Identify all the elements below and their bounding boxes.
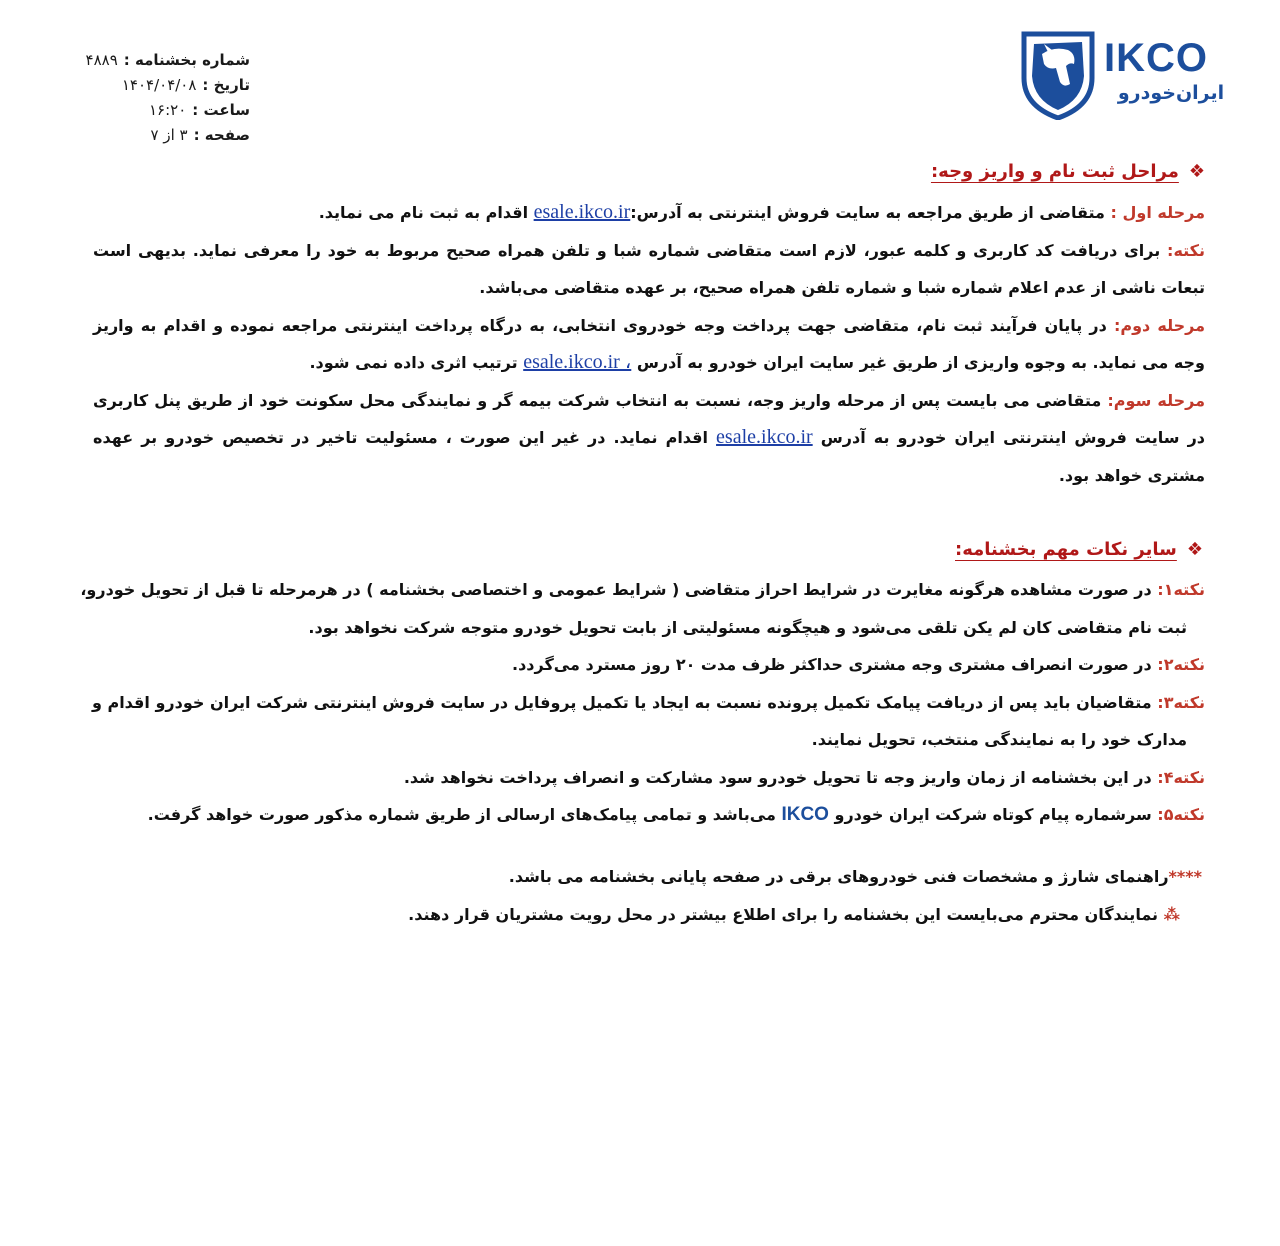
esale-link[interactable]: esale.ikco.ir <box>533 201 631 223</box>
section-heading <box>40 536 1203 562</box>
diamond-bullet-icon: ❖ <box>1186 538 1203 560</box>
step-2-paragraph <box>93 307 1205 382</box>
time-row <box>70 98 250 123</box>
ev-guide-note <box>340 858 1202 896</box>
note-5 <box>43 796 1205 834</box>
note-5-label: نکته۵: <box>1157 805 1205 824</box>
section-body <box>93 194 1205 494</box>
registration-steps-section <box>40 158 1205 494</box>
horse-shield-icon <box>1018 28 1098 120</box>
circular-number-row <box>70 48 250 73</box>
note-paragraph <box>93 232 1205 307</box>
note-2 <box>43 646 1205 684</box>
note-text: برای دریافت کد کاربری و کلمه عبور، لازم است متقاضی شماره شبا و تلفن همراه صحیح مربوط به خود را معرفی نماید. بدیهی است تبعات ناشی از عدم اعلام شماره شبا و شماره تلفن همراه صحیح، بر عهده متقاضی می‌باشد. <box>93 240 1205 297</box>
dealer-note <box>340 896 1202 934</box>
ikco-sender-name: IKCO <box>781 804 829 825</box>
note-5-text-end: می‌باشد و تمامی پیامک‌های ارسالی از طریق شماره مذکور صورت خواهد گرفت. <box>147 805 782 824</box>
ikco-logo <box>1018 28 1225 120</box>
date-value: ۱۴۰۴/۰۴/۰۸ <box>121 76 197 94</box>
ev-guide-text: راهنمای شارژ و مشخصات فنی خودروهای برقی در صفحه پایانی بخشنامه می باشد. <box>508 867 1169 886</box>
note-1-text: در صورت مشاهده هرگونه مغایرت در شرایط احراز متقاضی ( شرایط عمومی و اختصاصی بخشنامه ) در هرمرحله تا قبل از تحویل خودرو، <box>80 580 1158 599</box>
footer-notes <box>340 858 1202 934</box>
logo-subtitle: ایران‌خودرو <box>1117 82 1225 104</box>
circular-meta <box>70 48 250 148</box>
note-2-text: در صورت انصراف مشتری وجه مشتری حداکثر ظرف مدت ۲۰ روز مسترد می‌گردد. <box>512 655 1158 674</box>
note-3-line-1 <box>43 684 1205 722</box>
step-1-text-end: اقدام به ثبت نام می نماید. <box>318 203 534 222</box>
section-title: مراحل ثبت نام و واریز وجه: <box>930 160 1179 182</box>
date-row <box>70 73 250 98</box>
step-2-text-end: ترتیب اثری داده نمی شود. <box>309 353 524 372</box>
note-4-text: در این بخشنامه از زمان واریز وجه تا تحویل خودرو سود مشارکت و انصراف پرداخت نخواهد شد. <box>403 767 1158 787</box>
date-label: تاریخ : <box>202 76 250 94</box>
dots-bullet-icon: ⁂ <box>1163 905 1180 924</box>
step-2-label: مرحله دوم: <box>1113 315 1205 335</box>
step-3-text-end: اقدام نماید. در غیر این صورت ، مسئولیت تاخیر در تخصیص خودرو بر عهده مشتری خواهد بود. <box>93 428 1205 485</box>
dealer-note-text: نمایندگان محترم می‌بایست این بخشنامه را برای اطلاع بیشتر در محل رویت مشتریان قرار دهند. <box>408 905 1164 924</box>
note-3-text: متقاضیان باید پس از دریافت پیامک تکمیل پرونده نسبت به ایجاد یا تکمیل پروفایل در سایت فروش اینترنتی شرکت ایران خودرو اقدام و <box>91 692 1158 712</box>
note-1-line-2: ثبت نام متقاضی کان لم یکن تلقی می‌شود و هیچگونه مسئولیتی از بابت تحویل خودرو متوجه شرکت نخواهد بود. <box>308 617 1187 637</box>
time-value: ۱۶:۲۰ <box>148 101 187 119</box>
note-5-text: سرشماره پیام کوتاه شرکت ایران خودرو <box>828 805 1158 824</box>
note-2-label: نکته۲: <box>1157 655 1205 674</box>
step-1-paragraph <box>93 194 1205 232</box>
esale-link[interactable]: esale.ikco.ir ، <box>523 351 632 373</box>
section-body <box>43 571 1205 834</box>
note-3-label: نکته۳: <box>1157 692 1205 712</box>
asterisks-icon: **** <box>1168 867 1202 886</box>
step-3-text: متقاضی می بایست پس از مرحله واریز وجه، نسبت به انتخاب شرکت بیمه گر و نمایندگی محل سکونت خود از طریق پنل کاربری در سایت فروش اینترنتی ایران خودرو به آدرس <box>93 390 1205 447</box>
important-notes-section <box>40 536 1205 834</box>
note-3-line-2: مدارک خود را به نمایندگی منتخب، تحویل نمایند. <box>811 730 1187 749</box>
note-4-label: نکته۴: <box>1157 767 1205 787</box>
step-1-label: مرحله اول : <box>1110 203 1205 222</box>
step-2-text: در پایان فرآیند ثبت نام، متقاضی جهت پرداخت وجه خودروی انتخابی، به درگاه پرداخت اینترنتی مراجعه نموده و اقدام به واریز وجه می نماید. به وجوه واریزی از طریق غیر سایت ایران خودرو به آدرس <box>93 315 1205 372</box>
circular-number: ۴۸۸۹ <box>85 51 118 69</box>
note-1-line-1 <box>43 571 1205 609</box>
note-label: نکته: <box>1167 240 1205 260</box>
page-value: ۳ از ۷ <box>150 126 188 144</box>
section-title: سایر نکات مهم بخشنامه: <box>955 538 1177 560</box>
step-3-label: مرحله سوم: <box>1107 390 1205 410</box>
circular-number-label: شماره بخشنامه : <box>123 51 250 69</box>
page-row <box>70 123 250 148</box>
step-1-text: متقاضی از طریق مراجعه به سایت فروش اینترنتی به آدرس: <box>630 203 1111 222</box>
note-1-label: نکته۱: <box>1157 580 1205 599</box>
logo-wordmark: IKCO <box>1104 36 1208 80</box>
section-heading <box>40 158 1205 184</box>
time-label: ساعت : <box>192 101 250 119</box>
page-label: صفحه : <box>193 126 250 144</box>
note-4 <box>43 759 1205 797</box>
esale-link[interactable]: esale.ikco.ir <box>716 426 813 448</box>
diamond-bullet-icon: ❖ <box>1188 160 1205 182</box>
step-3-paragraph <box>93 382 1205 495</box>
